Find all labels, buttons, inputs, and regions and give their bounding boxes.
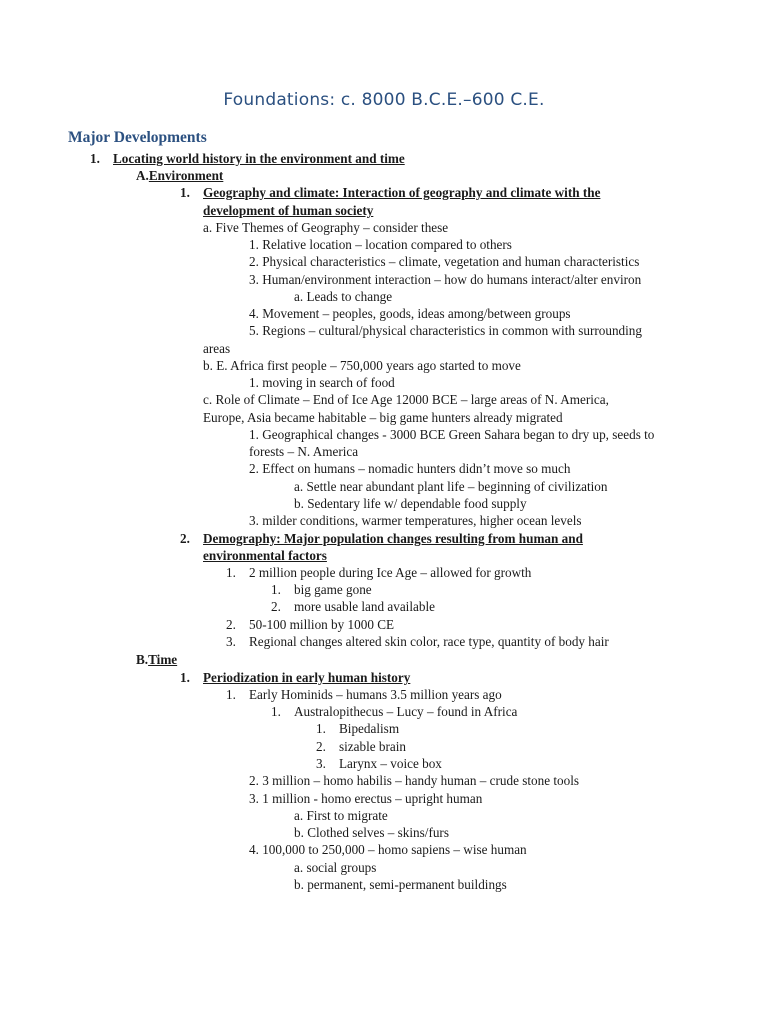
outline-item: 2. 3 million – homo habilis – handy human – crude stone tools [249, 773, 580, 788]
outline-item: 1. Early Hominids – humans 3.5 million years ago [226, 687, 502, 702]
outline-item: 5. Regions – cultural/physical characteristics in common with surrounding [249, 323, 642, 338]
outline-item: 2. more usable land available [271, 599, 435, 614]
outline-item: b. permanent, semi-permanent buildings [294, 877, 507, 892]
outline-item: a. Leads to change [294, 289, 393, 304]
outline-item: a. First to migrate [294, 808, 388, 823]
outline-item: 4. 100,000 to 250,000 – homo sapiens – wise human [249, 842, 527, 857]
outline-item: 1. Periodization in early human history [180, 670, 411, 685]
outline-item: 3. Regional changes altered skin color, race type, quantity of body hair [226, 634, 609, 649]
outline-item: a. social groups [294, 860, 377, 875]
outline-item: c. Role of Climate – End of Ice Age 12000 BCE – large areas of N. America, [203, 392, 609, 407]
outline-item: 3. milder conditions, warmer temperatures, higher ocean levels [249, 513, 582, 528]
outline-item: Europe, Asia became habitable – big game hunters already migrated [203, 410, 563, 425]
outline-item: 4. Movement – peoples, goods, ideas among/between groups [249, 306, 571, 321]
outline-item: environmental factors [203, 548, 327, 563]
outline-item: b. Clothed selves – skins/furs [294, 825, 449, 840]
outline-item: 2. 50-100 million by 1000 CE [226, 617, 395, 632]
section-heading: Major Developments [68, 129, 207, 146]
outline-item: 1. 2 million people during Ice Age – allowed for growth [226, 565, 532, 580]
outline-item: 3. Human/environment interaction – how do humans interact/alter environ [249, 272, 642, 287]
outline-item: 1. Geographical changes - 3000 BCE Green Sahara began to dry up, seeds to [249, 427, 655, 442]
outline-item: 1. big game gone [271, 582, 372, 597]
outline-item: 2. Demography: Major population changes resulting from human and [180, 531, 583, 546]
outline-item: 2. Effect on humans – nomadic hunters didn’t move so much [249, 461, 571, 476]
outline-item: 3. Larynx – voice box [316, 756, 442, 771]
outline-item: 1. moving in search of food [249, 375, 395, 390]
outline-item: A.Environment [136, 168, 224, 183]
outline-item: 1. Australopithecus – Lucy – found in Africa [271, 704, 518, 719]
outline-item: b. E. Africa first people – 750,000 years ago started to move [203, 358, 521, 373]
outline-item: 2. sizable brain [316, 739, 407, 754]
outline-item: 1. Bipedalism [316, 721, 400, 736]
outline-item: 1. Geography and climate: Interaction of geography and climate with the [180, 185, 601, 200]
outline-item: areas [203, 341, 231, 356]
outline-item: b. Sedentary life w/ dependable food supply [294, 496, 527, 511]
outline-item: 1. Locating world history in the environment and time [90, 151, 405, 166]
outline-item: development of human society [203, 203, 374, 218]
outline-item: 3. 1 million - homo erectus – upright human [249, 791, 483, 806]
document-title: Foundations: c. 8000 B.C.E.–600 C.E. [223, 90, 545, 110]
outline-item: a. Settle near abundant plant life – beginning of civilization [294, 479, 608, 494]
outline-item: forests – N. America [249, 444, 359, 459]
outline-item: 2. Physical characteristics – climate, vegetation and human characteristics [249, 254, 640, 269]
outline-item: B.Time [136, 652, 178, 667]
outline-item: a. Five Themes of Geography – consider these [203, 220, 449, 235]
outline-item: 1. Relative location – location compared to others [249, 237, 512, 252]
